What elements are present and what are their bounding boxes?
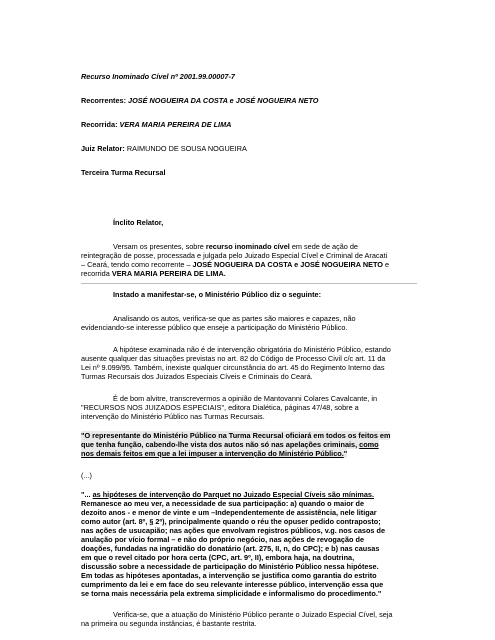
quote-1-line-3 bbox=[81, 449, 347, 458]
recorrentes-line bbox=[81, 96, 318, 105]
p1-text-e: recorrida bbox=[81, 269, 112, 278]
case-number: Recurso Inominado Cível nº 2001.99.00007-7 bbox=[81, 72, 235, 81]
quote-2-line-5: nas ações de usucapião; nas ações que envolvam registros públicos, v.g. nos casos de bbox=[81, 526, 386, 535]
p1-recorrida: VERA MARIA PEREIRA DE LIMA. bbox=[111, 269, 226, 278]
ellipsis: (...) bbox=[81, 471, 92, 480]
p4-line-1: É de bom alvitre, transcrevermos a opinião de Mantovanni Colares Cavalcante, in bbox=[113, 394, 378, 403]
quote-2-line-9: discussão sobre a necessidade de participação do Ministério Público nessa hipótese. bbox=[81, 562, 379, 571]
quote-2-line-1 bbox=[81, 490, 374, 499]
recorrentes-label: Recorrentes: bbox=[81, 96, 127, 105]
p1-text-a: Versam os presentes, sobre bbox=[113, 242, 206, 251]
quote-1-line-1: "O representante do Ministério Público na Turma Recursal oficiará em todos os feitos em bbox=[81, 431, 391, 440]
quote-1-como: como bbox=[359, 440, 379, 449]
juiz-value: RAIMUNDO DE SOUSA NOGUEIRA bbox=[126, 144, 247, 153]
quote-2-line-12: se torna mais necessária pela extrema simplicidade e informalismo do procedimento." bbox=[81, 589, 382, 598]
p1-line-1 bbox=[113, 242, 358, 251]
p4-line-3: intervenção do Ministério Público nas Turmas Recursais. bbox=[81, 412, 265, 421]
juiz-line bbox=[81, 144, 247, 153]
p5-line-2: na primeira ou segunda instâncias, é bastante restrita. bbox=[81, 619, 257, 628]
instado-heading: Instado a manifestar-se, o Ministério Público diz o seguinte: bbox=[113, 290, 321, 299]
p3-line-2: ausente qualquer das situações previstas no art. 82 do Código de Processo Civil c/c art. 11 da bbox=[81, 354, 386, 363]
quote-2-line-3: dezoito anos - e menor de vinte e um –Independentemente de assistência, nele litigar bbox=[81, 508, 377, 517]
recorrida-label: Recorrida: bbox=[81, 120, 118, 129]
p1-recorrentes: JOSÉ NOGUEIRA DA COSTA e JOSÉ NOGUEIRA NETO bbox=[192, 260, 383, 269]
recorrida-value: VERA MARIA PEREIRA DE LIMA bbox=[119, 120, 232, 129]
juiz-label: Juiz Relator: bbox=[81, 144, 125, 153]
quote-2-line-2: Remanesce ao meu ver, a necessidade de sua participação: a) quando o maior de bbox=[81, 499, 365, 508]
turma-heading: Terceira Turma Recursal bbox=[81, 168, 166, 177]
p4-line-2: "RECURSOS NOS JUIZADOS ESPECIAIS", editora Dialética, páginas 47/48, sobre a bbox=[81, 403, 359, 412]
p2-line-2: evidenciando-se interesse público que enseje a participação do Ministério Público. bbox=[81, 323, 348, 332]
p1-text-d: e bbox=[382, 260, 390, 269]
quote-2-line-10: Em todas as hipóteses apontadas, a intervenção se justifica como garantia do estrito bbox=[81, 571, 377, 580]
p3-line-1: A hipótese examinada não é de intervenção obrigatória do Ministério Público, estando bbox=[113, 345, 391, 354]
recorrentes-value: JOSÉ NOGUEIRA DA COSTA e JOSÉ NOGUEIRA NETO bbox=[128, 96, 319, 105]
quote-2-line-4: como autor (art. 8º, § 2º), principalmente quando o réu the opuser pedido contraposto; bbox=[81, 517, 381, 526]
p1-line-4 bbox=[81, 269, 226, 278]
greeting: Ínclito Relator, bbox=[113, 218, 164, 227]
quote-2-line-11: cumprimento da lei e em face do seu relevante interesse público, intervenção essa que bbox=[81, 580, 384, 589]
quote-1-line-2 bbox=[81, 440, 379, 449]
p1-text-c: – Ceará, tendo como recorrente – bbox=[81, 260, 193, 269]
p2-line-1: Analisando os autos, verifica-se que as partes são maiores e capazes, não bbox=[113, 314, 356, 323]
quote-1-close: " bbox=[343, 449, 348, 458]
quote-1-underlined: nos demais feitos em que a lei impuser a intervenção do Ministério Público. bbox=[81, 449, 344, 458]
p1-text-b: em sede de ação de bbox=[289, 242, 358, 251]
p3-line-4: Turmas Recursais dos Juizados Especiais Cíveis e Criminais do Ceará. bbox=[81, 372, 313, 381]
quote-2-underlined: as hipóteses de intervenção do Parquet no Juizado Especial Cíveis são mínimas. bbox=[92, 490, 375, 499]
p1-line-3 bbox=[81, 260, 389, 269]
divider bbox=[81, 283, 417, 284]
p5-line-1: Verifica-se, que a atuação do Ministério Público perante o Juizado Especial Cível, seja bbox=[113, 610, 393, 619]
quote-2-line-6: anulação por vício formal – e não do próprio negócio, nas ações de revogação de bbox=[81, 535, 365, 544]
quote-2-line-8: em que o revel citado por hora certa (CPC, art. 9º, II), embora haja, na doutrina, bbox=[81, 553, 355, 562]
quote-2-line-7: doações, fundadas na ingratidão do donatário (art. 275, II, n, do CPC); e b) nas causas bbox=[81, 544, 380, 553]
quote-2-open: "... bbox=[81, 490, 93, 499]
p3-line-3: Lei nº 9.099/95. Também, inexiste qualquer circunstância do art. 45 do Regimento Interno das bbox=[81, 363, 385, 372]
p1-recurso: recurso inominado cível bbox=[205, 242, 290, 251]
recorrida-line bbox=[81, 120, 231, 129]
p1-line-2: reintegração de posse, processada e julgada pelo Juizado Especial Cível e Criminal de Aracati bbox=[81, 251, 388, 260]
quote-1-text: que tenha função, cabendo-lhe vista dos autos não só nas apelações criminais, bbox=[81, 440, 360, 449]
